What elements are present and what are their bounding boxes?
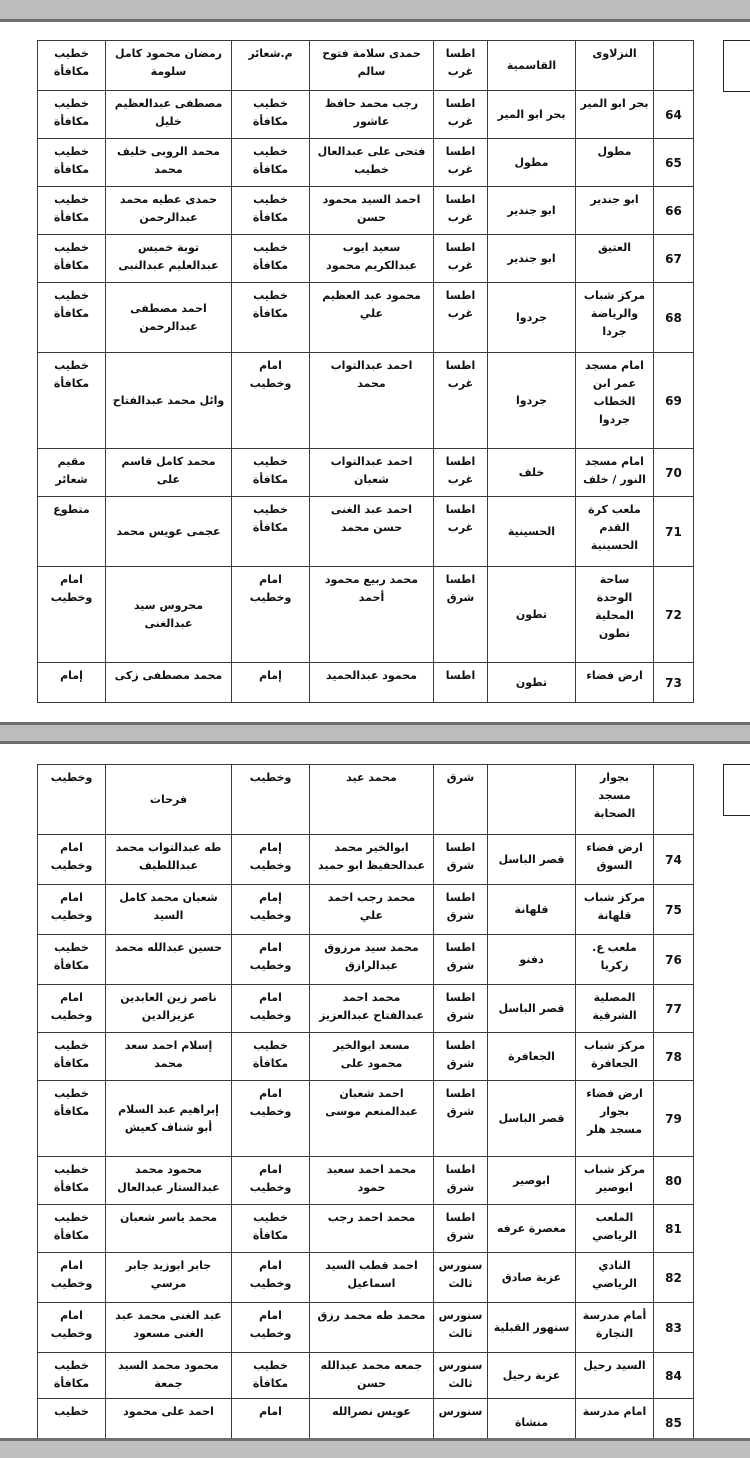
cell-village: عزبة رحيل: [488, 1353, 576, 1399]
cell-imam-role: امام وخطيب: [232, 1253, 310, 1303]
cell-center: سنورس ثالث: [434, 1353, 488, 1399]
cell-place: مركز شباب والرياضة جردا: [576, 283, 654, 353]
cell-center: اطسا شرق: [434, 835, 488, 885]
cell-imam-role: خطيب مكافأة: [232, 235, 310, 283]
mosque-table-page-2: [37, 764, 694, 1447]
table-row: [38, 449, 694, 497]
cell-num: 73: [654, 663, 694, 703]
cell-khatib: احمد مصطفى عبدالرحمن: [106, 283, 232, 353]
table-row: [38, 765, 694, 835]
cell-place: ارض فضاء السوق: [576, 835, 654, 885]
cell-khatib: حسين عبدالله محمد: [106, 935, 232, 985]
cell-village: جردوا: [488, 353, 576, 449]
cell-khatib: محروس سيد عبدالغنى: [106, 567, 232, 663]
table-row: [38, 567, 694, 663]
cell-khatib-role: امام وخطيب: [38, 985, 106, 1033]
cell-imam-role: خطيب مكافأة: [232, 1033, 310, 1081]
cell-khatib: محمود محمد عبدالستار عبدالعال: [106, 1157, 232, 1205]
table-row: [38, 497, 694, 567]
cell-imam-role: خطيب مكافأة: [232, 283, 310, 353]
cell-num: 70: [654, 449, 694, 497]
cell-place: مركز شباب ابوصير: [576, 1157, 654, 1205]
cell-num: 84: [654, 1353, 694, 1399]
table-row: [38, 663, 694, 703]
cell-khatib: ناصر زين العابدين عزيزالدين: [106, 985, 232, 1033]
cell-imam: جمعه محمد عبدالله حسن: [310, 1353, 434, 1399]
cell-num: 77: [654, 985, 694, 1033]
cell-place: العتيق: [576, 235, 654, 283]
side-box-top: [723, 40, 750, 92]
cell-place: امام مدرسة: [576, 1399, 654, 1447]
cell-imam: محمود عبد العظيم علي: [310, 283, 434, 353]
cell-imam-role: امام وخطيب: [232, 985, 310, 1033]
table-row: [38, 985, 694, 1033]
cell-imam-role: امام وخطيب: [232, 1303, 310, 1353]
cell-imam-role: إمام: [232, 663, 310, 703]
cell-village: ابو جندير: [488, 235, 576, 283]
cell-khatib-role: امام وخطيب: [38, 1303, 106, 1353]
cell-village: الجعافرة: [488, 1033, 576, 1081]
cell-khatib-role: امام وخطيب: [38, 835, 106, 885]
page-separator-band: [0, 722, 750, 744]
top-scan-band: [0, 0, 750, 22]
cell-imam-role: خطيب مكافأة: [232, 187, 310, 235]
cell-imam: محمد احمد عبدالفتاح عبدالعزيز: [310, 985, 434, 1033]
cell-village: الحسينية: [488, 497, 576, 567]
cell-imam: احمد السيد محمود حسن: [310, 187, 434, 235]
cell-village: [488, 765, 576, 835]
cell-place: بجوار مسجد الصحابة: [576, 765, 654, 835]
cell-center: شرق: [434, 765, 488, 835]
cell-place: ملعب كرة القدم الحسينية: [576, 497, 654, 567]
cell-place: ملعب ع. زكريا: [576, 935, 654, 985]
cell-center: اطسا غرب: [434, 139, 488, 187]
cell-village: ابوصير: [488, 1157, 576, 1205]
cell-center: سنورس ثالث: [434, 1303, 488, 1353]
cell-khatib-role: خطيب مكافأة: [38, 187, 106, 235]
cell-khatib: محمد مصطفى زكى: [106, 663, 232, 703]
cell-place: السيد رحيل: [576, 1353, 654, 1399]
table-row: [38, 283, 694, 353]
cell-khatib: فرحات: [106, 765, 232, 835]
cell-khatib-role: خطيب مكافأة: [38, 1353, 106, 1399]
mosque-table-page-1: [37, 40, 694, 703]
cell-village: قصر الباسل: [488, 985, 576, 1033]
cell-imam: ابوالخير محمد عبدالحفيظ ابو حميد: [310, 835, 434, 885]
cell-num: 81: [654, 1205, 694, 1253]
cell-village: جردوا: [488, 283, 576, 353]
cell-khatib-role: خطيب مكافأة: [38, 235, 106, 283]
cell-place: النادي الرياضي: [576, 1253, 654, 1303]
cell-khatib-role: خطيب مكافأة: [38, 41, 106, 91]
cell-khatib: وائل محمد عبدالفتاح: [106, 353, 232, 449]
cell-place: ساحة الوحدة المحلية تطون: [576, 567, 654, 663]
cell-imam-role: امام وخطيب: [232, 1081, 310, 1157]
cell-khatib-role: خطيب: [38, 1399, 106, 1447]
cell-imam: احمد قطب السيد اسماعيل: [310, 1253, 434, 1303]
cell-imam-role: خطيب مكافأة: [232, 1353, 310, 1399]
cell-place: امام مسجد النور / خلف: [576, 449, 654, 497]
cell-khatib: محمود محمد السيد جمعة: [106, 1353, 232, 1399]
cell-village: سنهور القبلية: [488, 1303, 576, 1353]
cell-imam-role: خطيب مكافأة: [232, 497, 310, 567]
cell-num: 80: [654, 1157, 694, 1205]
cell-place: الملعب الرياضي: [576, 1205, 654, 1253]
table-row: [38, 1353, 694, 1399]
cell-num: 71: [654, 497, 694, 567]
cell-khatib-role: امام وخطيب: [38, 885, 106, 935]
cell-num: 72: [654, 567, 694, 663]
cell-num: 69: [654, 353, 694, 449]
cell-num: [654, 765, 694, 835]
cell-village: قصر الباسل: [488, 835, 576, 885]
cell-num: 83: [654, 1303, 694, 1353]
cell-center: اطسا شرق: [434, 985, 488, 1033]
cell-place: مركز شباب قلهانة: [576, 885, 654, 935]
cell-imam-role: إمام وخطيب: [232, 835, 310, 885]
cell-village: قلهانة: [488, 885, 576, 935]
cell-village: بحر ابو المير: [488, 91, 576, 139]
cell-imam: محمد سيد مرزوق عبدالرازق: [310, 935, 434, 985]
table-row: [38, 1081, 694, 1157]
cell-imam-role: امام وخطيب: [232, 1157, 310, 1205]
cell-village: عزبة صادق: [488, 1253, 576, 1303]
cell-village: تطون: [488, 567, 576, 663]
cell-khatib: عجمى عويس محمد: [106, 497, 232, 567]
cell-imam: احمد عبدالتواب شعبان: [310, 449, 434, 497]
cell-imam: عويس نصرالله: [310, 1399, 434, 1447]
table-row: [38, 187, 694, 235]
cell-place: مطول: [576, 139, 654, 187]
table-row: [38, 41, 694, 91]
cell-center: اطسا شرق: [434, 885, 488, 935]
cell-imam-role: خطيب مكافأة: [232, 139, 310, 187]
cell-center: اطسا غرب: [434, 41, 488, 91]
cell-khatib-role: خطيب مكافأة: [38, 1205, 106, 1253]
table-row: [38, 1033, 694, 1081]
cell-num: 75: [654, 885, 694, 935]
cell-imam: احمد عبدالتواب محمد: [310, 353, 434, 449]
cell-imam: حمدى سلامة فتوح سالم: [310, 41, 434, 91]
cell-num: 79: [654, 1081, 694, 1157]
cell-khatib: توبة خميس عبدالعليم عبدالنبى: [106, 235, 232, 283]
cell-center: اطسا غرب: [434, 497, 488, 567]
cell-place: المصلية الشرقية: [576, 985, 654, 1033]
cell-num: 74: [654, 835, 694, 885]
cell-imam-role: امام وخطيب: [232, 353, 310, 449]
cell-khatib: محمد كامل قاسم على: [106, 449, 232, 497]
table-row: [38, 235, 694, 283]
cell-center: اطسا غرب: [434, 283, 488, 353]
cell-khatib-role: امام وخطيب: [38, 1253, 106, 1303]
cell-khatib: طه عبدالتواب محمد عبداللطيف: [106, 835, 232, 885]
table-row: [38, 1205, 694, 1253]
cell-imam-role: خطيب مكافأة: [232, 1205, 310, 1253]
cell-village: قصر الباسل: [488, 1081, 576, 1157]
table-row: [38, 1157, 694, 1205]
cell-center: اطسا غرب: [434, 449, 488, 497]
cell-khatib-role: خطيب مكافأة: [38, 1157, 106, 1205]
cell-khatib-role: خطيب مكافأة: [38, 353, 106, 449]
cell-num: 85: [654, 1399, 694, 1447]
cell-place: النزلاوى: [576, 41, 654, 91]
cell-place: مركز شباب الجعافرة: [576, 1033, 654, 1081]
cell-khatib-role: خطيب مكافأة: [38, 935, 106, 985]
side-box-bottom: [723, 764, 750, 816]
cell-khatib: رمضان محمود كامل سلومة: [106, 41, 232, 91]
cell-center: اطسا شرق: [434, 1033, 488, 1081]
cell-num: [654, 41, 694, 91]
cell-khatib: جابر ابوزيد جابر مرسي: [106, 1253, 232, 1303]
table-row: [38, 91, 694, 139]
cell-imam: احمد شعبان عبدالمنعم موسى: [310, 1081, 434, 1157]
cell-imam: محمد عيد: [310, 765, 434, 835]
cell-village: ابو جندير: [488, 187, 576, 235]
cell-khatib-role: خطيب مكافأة: [38, 283, 106, 353]
cell-center: اطسا شرق: [434, 935, 488, 985]
cell-imam: محمد رجب احمد علي: [310, 885, 434, 935]
cell-khatib: محمد الروبى خليف محمد: [106, 139, 232, 187]
cell-village: منشاة: [488, 1399, 576, 1447]
cell-imam: محمد احمد رجب: [310, 1205, 434, 1253]
cell-imam-role: امام: [232, 1399, 310, 1447]
cell-khatib: شعبان محمد كامل السيد: [106, 885, 232, 935]
table-row: [38, 1253, 694, 1303]
cell-num: 82: [654, 1253, 694, 1303]
cell-num: 67: [654, 235, 694, 283]
cell-khatib-role: خطيب مكافأة: [38, 91, 106, 139]
cell-num: 76: [654, 935, 694, 985]
cell-num: 68: [654, 283, 694, 353]
cell-imam-role: م.شعائر: [232, 41, 310, 91]
cell-village: معصرة عرفه: [488, 1205, 576, 1253]
cell-num: 66: [654, 187, 694, 235]
cell-imam-role: خطيب مكافأة: [232, 449, 310, 497]
cell-place: ارض فضاء بجوار مسجد هلر: [576, 1081, 654, 1157]
cell-imam: فتحى على عبدالعال خطيب: [310, 139, 434, 187]
cell-imam-role: إمام وخطيب: [232, 885, 310, 935]
cell-imam: محمود عبدالحميد: [310, 663, 434, 703]
cell-imam: سعيد ايوب عبدالكريم محمود: [310, 235, 434, 283]
cell-num: 65: [654, 139, 694, 187]
cell-center: اطسا غرب: [434, 353, 488, 449]
cell-center: اطسا شرق: [434, 567, 488, 663]
cell-village: خلف: [488, 449, 576, 497]
cell-center: اطسا غرب: [434, 91, 488, 139]
cell-imam-role: امام وخطيب: [232, 935, 310, 985]
cell-imam-role: امام وخطيب: [232, 567, 310, 663]
cell-place: ابو جندير: [576, 187, 654, 235]
cell-imam: محمد احمد سعيد حمود: [310, 1157, 434, 1205]
table-row: [38, 935, 694, 985]
cell-place: أمام مدرسة التجارة: [576, 1303, 654, 1353]
cell-village: تطون: [488, 663, 576, 703]
cell-num: 78: [654, 1033, 694, 1081]
cell-khatib-role: خطيب مكافأة: [38, 1081, 106, 1157]
cell-place: بحر ابو المير: [576, 91, 654, 139]
cell-imam: محمد ربيع محمود أحمد: [310, 567, 434, 663]
cell-khatib-role: متطوع: [38, 497, 106, 567]
cell-khatib-role: خطيب مكافأة: [38, 1033, 106, 1081]
table-row: [38, 353, 694, 449]
cell-imam-role: خطيب مكافأة: [232, 91, 310, 139]
cell-place: امام مسجد عمر ابن الخطاب جردوا: [576, 353, 654, 449]
cell-center: اطسا شرق: [434, 1205, 488, 1253]
cell-village: مطول: [488, 139, 576, 187]
cell-imam: مسعد ابوالخير محمود على: [310, 1033, 434, 1081]
cell-khatib: مصطفى عبدالعظيم خليل: [106, 91, 232, 139]
cell-khatib: محمد ياسر شعبان: [106, 1205, 232, 1253]
cell-imam: احمد عبد الغنى حسن محمد: [310, 497, 434, 567]
cell-center: سنورس ثالث: [434, 1253, 488, 1303]
table-row: [38, 835, 694, 885]
cell-imam: محمد طه محمد رزق: [310, 1303, 434, 1353]
cell-village: دفنو: [488, 935, 576, 985]
cell-center: اطسا شرق: [434, 1081, 488, 1157]
cell-khatib: إبراهيم عبد السلام أبو شناف كعيش: [106, 1081, 232, 1157]
cell-khatib: عبد الغنى محمد عبد الغنى مسعود: [106, 1303, 232, 1353]
cell-center: اطسا: [434, 663, 488, 703]
cell-center: سنورس: [434, 1399, 488, 1447]
cell-khatib: احمد على محمود: [106, 1399, 232, 1447]
table-row: [38, 1303, 694, 1353]
cell-center: اطسا شرق: [434, 1157, 488, 1205]
table-row: [38, 139, 694, 187]
cell-khatib-role: إمام: [38, 663, 106, 703]
cell-khatib-role: مقيم شعائر: [38, 449, 106, 497]
cell-khatib-role: وخطيب: [38, 765, 106, 835]
cell-khatib-role: امام وخطيب: [38, 567, 106, 663]
cell-place: ارض فضاء: [576, 663, 654, 703]
cell-khatib: حمدى عطيه محمد عبدالرحمن: [106, 187, 232, 235]
cell-village: القاسمية: [488, 41, 576, 91]
cell-center: اطسا غرب: [434, 235, 488, 283]
bottom-scan-band: [0, 1438, 750, 1458]
table-row: [38, 885, 694, 935]
cell-center: اطسا غرب: [434, 187, 488, 235]
cell-khatib-role: خطيب مكافأة: [38, 139, 106, 187]
cell-imam: رجب محمد حافظ عاشور: [310, 91, 434, 139]
cell-num: 64: [654, 91, 694, 139]
cell-khatib: إسلام احمد سعد محمد: [106, 1033, 232, 1081]
cell-imam-role: وخطيب: [232, 765, 310, 835]
